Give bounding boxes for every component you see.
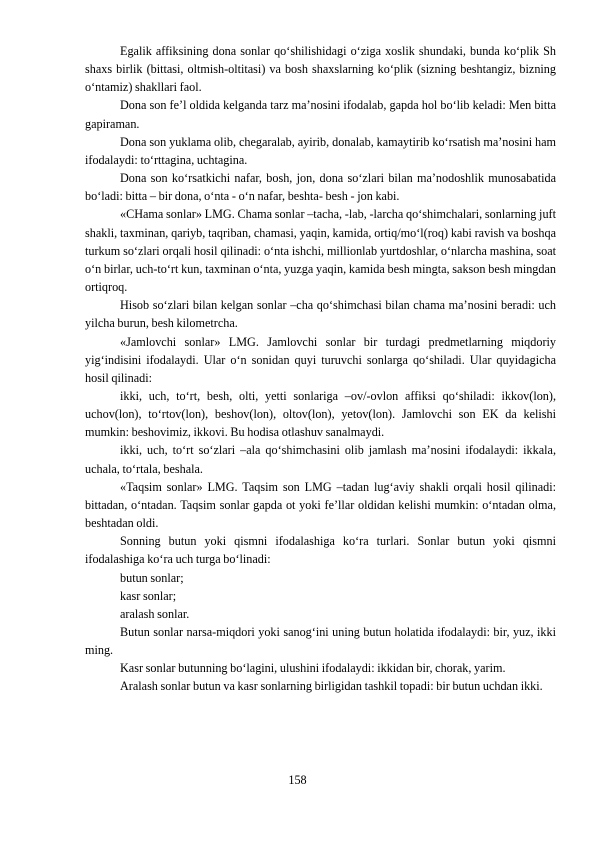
paragraph-dona-son-yuklama: Dona son yuklama olib, chegaralab, ayirib, donalab, kamaytirib ko‘rsatish ma’nosini ham ifodalaydi: to‘rttagina, uchtagina. [85,134,556,167]
paragraph-ala-qoshimchasi: ikki, uch, to‘rt so‘zlari –ala qo‘shimchasini olib jamlash ma’nosini ifodalaydi: ikkala, uchala, to‘rtala, beshala. [85,443,556,476]
paragraph-ov-affiksi: ikki, uch, to‘rt, besh, olti, yetti sonlariga –ov/-ovlon affiksi qo‘shiladi: ikkov(lon), uchov(lon), to‘rtov(lon), beshov(lon), oltov(lon), yetov(lon). Jamlovchi son EK da kelishi mumkin: beshovimiz, ikkovi. Bu hodisa otlashuv sanalmaydi. [85,388,556,440]
paragraph-butun-sonlar: Butun sonlar narsa-miqdori yoki sanog‘ini uning butun holatida ifodalaydi: bir, yuz, ikki ming. [85,625,556,658]
paragraph-dona-son-korsatkichi: Dona son ko‘rsatkichi nafar, bosh, jon, dona so‘zlari bilan ma’nodoshlik munosabatida bo‘ladi: bitta – bir dona, o‘nta - o‘n nafar, beshta- besh - jon kabi. [85,171,556,204]
list-item-aralash-sonlar: aralash sonlar. [120,606,190,621]
paragraph-chama-sonlar: «CHama sonlar» LMG. Chama sonlar –tacha, -lab, -larcha qo‘shimchalari, sonlarning juft shakli, taxminan, qariyb, taqriban, chamasi, yaqin, kamida, ortiq/mo‘l(roq) kabi ravish va boshqa turkum so‘zlari orqali hosil qilinadi: o‘nta ishchi, millionlab yurtdoshlar, o‘nlarcha mashina, soat o‘n birlar, uch-to‘rt kun, taxminan o‘nta, yuzga yaqin, kamida besh mingta, sakson besh mingdan ortiqroq. [85,207,556,295]
paragraph-butun-qism-turlari: Sonning butun yoki qismni ifodalashiga ko‘ra turlari. Sonlar butun yoki qismni ifodalashiga ko‘ra uch turga bo‘linadi: [85,534,556,567]
page-number: 158 [288,773,307,787]
paragraph-hisob-sozlari: Hisob so‘zlari bilan kelgan sonlar –cha qo‘shimchasi bilan chama ma’nosini beradi: uch yilcha burun, besh kilometrcha. [85,298,556,331]
paragraph-jamlovchi-sonlar: «Jamlovchi sonlar» LMG. Jamlovchi sonlar bir turdagi predmetlarning miqdoriy yig‘indisini ifodalaydi. Ular o‘n sonidan quyi turuvchi sonlarga qo‘shiladi. Ular quyidagicha hosil qilinadi: [85,334,556,385]
paragraph-dona-son-hol: Dona son fe’l oldida kelganda tarz ma’nosini ifodalab, gapda hol bo‘lib keladi: Men bitta gapiraman. [85,98,556,131]
paragraph-egalik-affiks: Egalik affiksining dona sonlar qo‘shilishidagi o‘ziga xoslik shundaki, bunda ko‘plik Sh shaxs birlik (bittasi, oltmish-oltitasi) va bosh shaxslarning ko‘plik (sizning beshtangiz, bizning o‘ntamiz) shakllari faol. [85,44,556,95]
paragraph-taqsim-sonlar: «Taqsim sonlar» LMG. Taqsim son LMG –tadan lug‘aviy shakli orqali hosil qilinadi: bittadan, o‘ntadan. Taqsim sonlar gapda ot yoki fe’llar oldidan kelishi mumkin: o‘ntadan olma, beshtadan oldi. [85,479,556,531]
paragraph-kasr-sonlar: Kasr sonlar butunning bo‘lagini, ulushini ifodalaydi: ikkidan bir, chorak, yarim. [120,661,506,676]
document-page [85,42,556,696]
paragraph-aralash-sonlar: Aralash sonlar butun va kasr sonlarning birligidan tashkil topadi: bir butun uchdan ikki. [120,679,543,694]
list-item-butun-sonlar: butun sonlar; [120,570,184,585]
list-item-kasr-sonlar: kasr sonlar; [120,588,177,603]
